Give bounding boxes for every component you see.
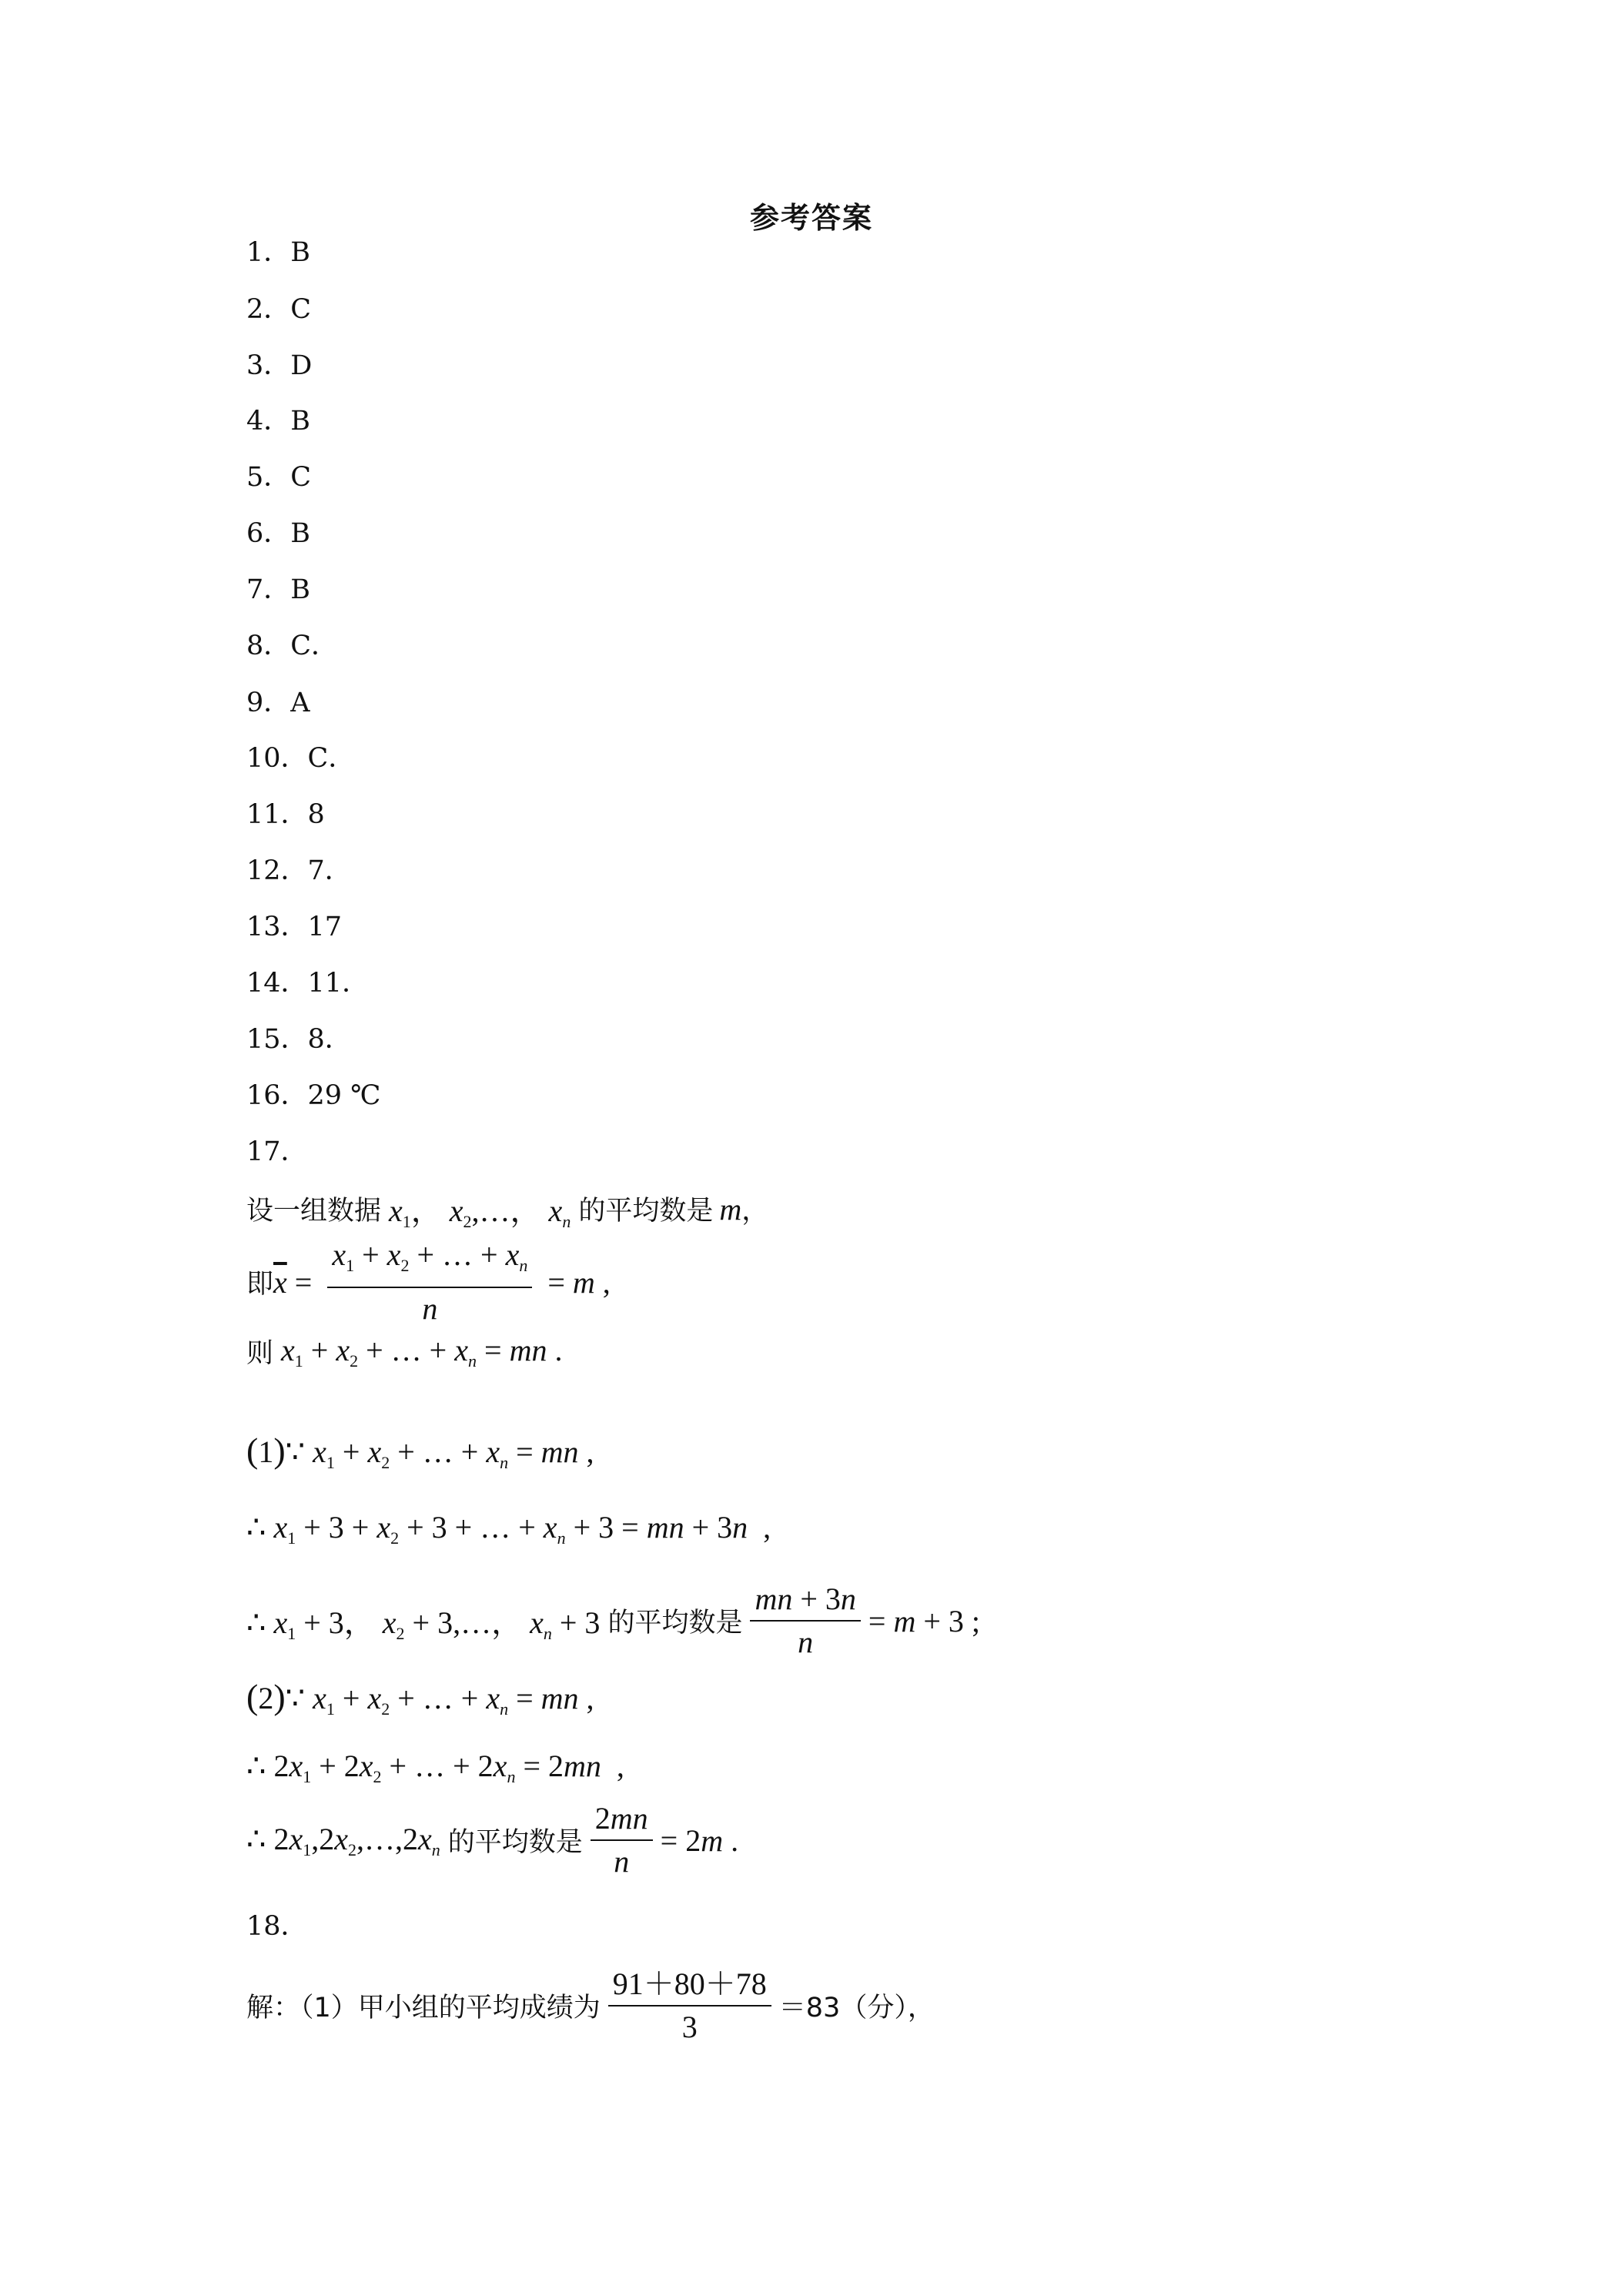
q18-fraction: $\frac{91+80+78}{3}$ bbox=[608, 1968, 771, 2043]
q17-part1-result: ∴ $x_1 + 3$， $x_2$ + 3,…， $x_n + 3$ 的平均数是 $\frac{mn + 3n}{n}$ = m + 3 ; bbox=[246, 1581, 981, 1659]
answer-10: 10．C． bbox=[246, 743, 356, 774]
q17-part2-step: ∴ $2x_1 + 2x_2$ + … + $2x_n = 2mn$ , bbox=[246, 1748, 624, 1786]
answer-5: 5．C bbox=[246, 462, 312, 493]
mean-fraction: $\frac{x_1 + x_2 + \dots + x_n}{n}$ bbox=[327, 1239, 532, 1325]
answer-16: 16．29 ℃ bbox=[246, 1080, 381, 1111]
part2-fraction: $\frac{2mn}{n}$ bbox=[591, 1802, 653, 1878]
q17-part2-result: ∴ $2x_1,2x_2,\dots,2x_n$ 的平均数是 $\frac{2mn}{n}$ = 2m . bbox=[246, 1801, 739, 1879]
answer-18: 18． bbox=[246, 1911, 308, 1942]
answer-14: 14．11． bbox=[246, 968, 370, 999]
q17-mean-formula: 即 $\overline{x}$ = $\frac{x_1 + x_2 + \dots + x_n}{n}$ = m , bbox=[246, 1237, 611, 1326]
q17-intro: 设一组数据 $x_1$， $x_2,\dots$， $x_n$ 的平均数是 m ， bbox=[246, 1192, 768, 1226]
answer-8: 8．C． bbox=[246, 631, 339, 661]
answer-9: 9．A bbox=[246, 688, 310, 718]
answer-3: 3．D bbox=[246, 350, 313, 381]
q17-part2-given: (2)∵ $x_1 + x_2$ + … + $x_n$ = mn , bbox=[246, 1677, 594, 1719]
data-list-formula: $x_1$， $x_2,\dots$， $x_n$ bbox=[389, 1193, 571, 1231]
answer-11: 11．8 bbox=[246, 799, 325, 830]
q17-part1-given: (1)∵ $x_1 + x_2$ + … + $x_n$ = mn , bbox=[246, 1431, 594, 1472]
answer-1: 1．B bbox=[246, 237, 310, 268]
answer-17: 17． bbox=[246, 1136, 308, 1167]
answer-13: 13．17 bbox=[246, 912, 343, 942]
answer-4: 4．B bbox=[246, 406, 310, 437]
answer-7: 7．B bbox=[246, 574, 310, 605]
answer-15: 15．8． bbox=[246, 1024, 352, 1055]
q17-part1-step: ∴ $x_1 + 3 + x_2 + 3$ + … + $x_n + 3$ = mn + 3n , bbox=[246, 1509, 771, 1548]
answer-2: 2．C bbox=[246, 294, 312, 325]
q17-sum: 则 $x_1 + x_2$ + … + $x_n$ = mn . bbox=[246, 1332, 563, 1371]
answer-6: 6．B bbox=[246, 518, 310, 549]
answer-12: 12．7． bbox=[246, 855, 352, 886]
q18-solution: 解：（1）甲小组的平均成绩为 $\frac{91+80+78}{3}$ ＝83（分）， bbox=[246, 1966, 935, 2044]
page-title: 参考答案 bbox=[749, 201, 873, 235]
part1-fraction: $\frac{mn + 3n}{n}$ bbox=[750, 1583, 860, 1658]
